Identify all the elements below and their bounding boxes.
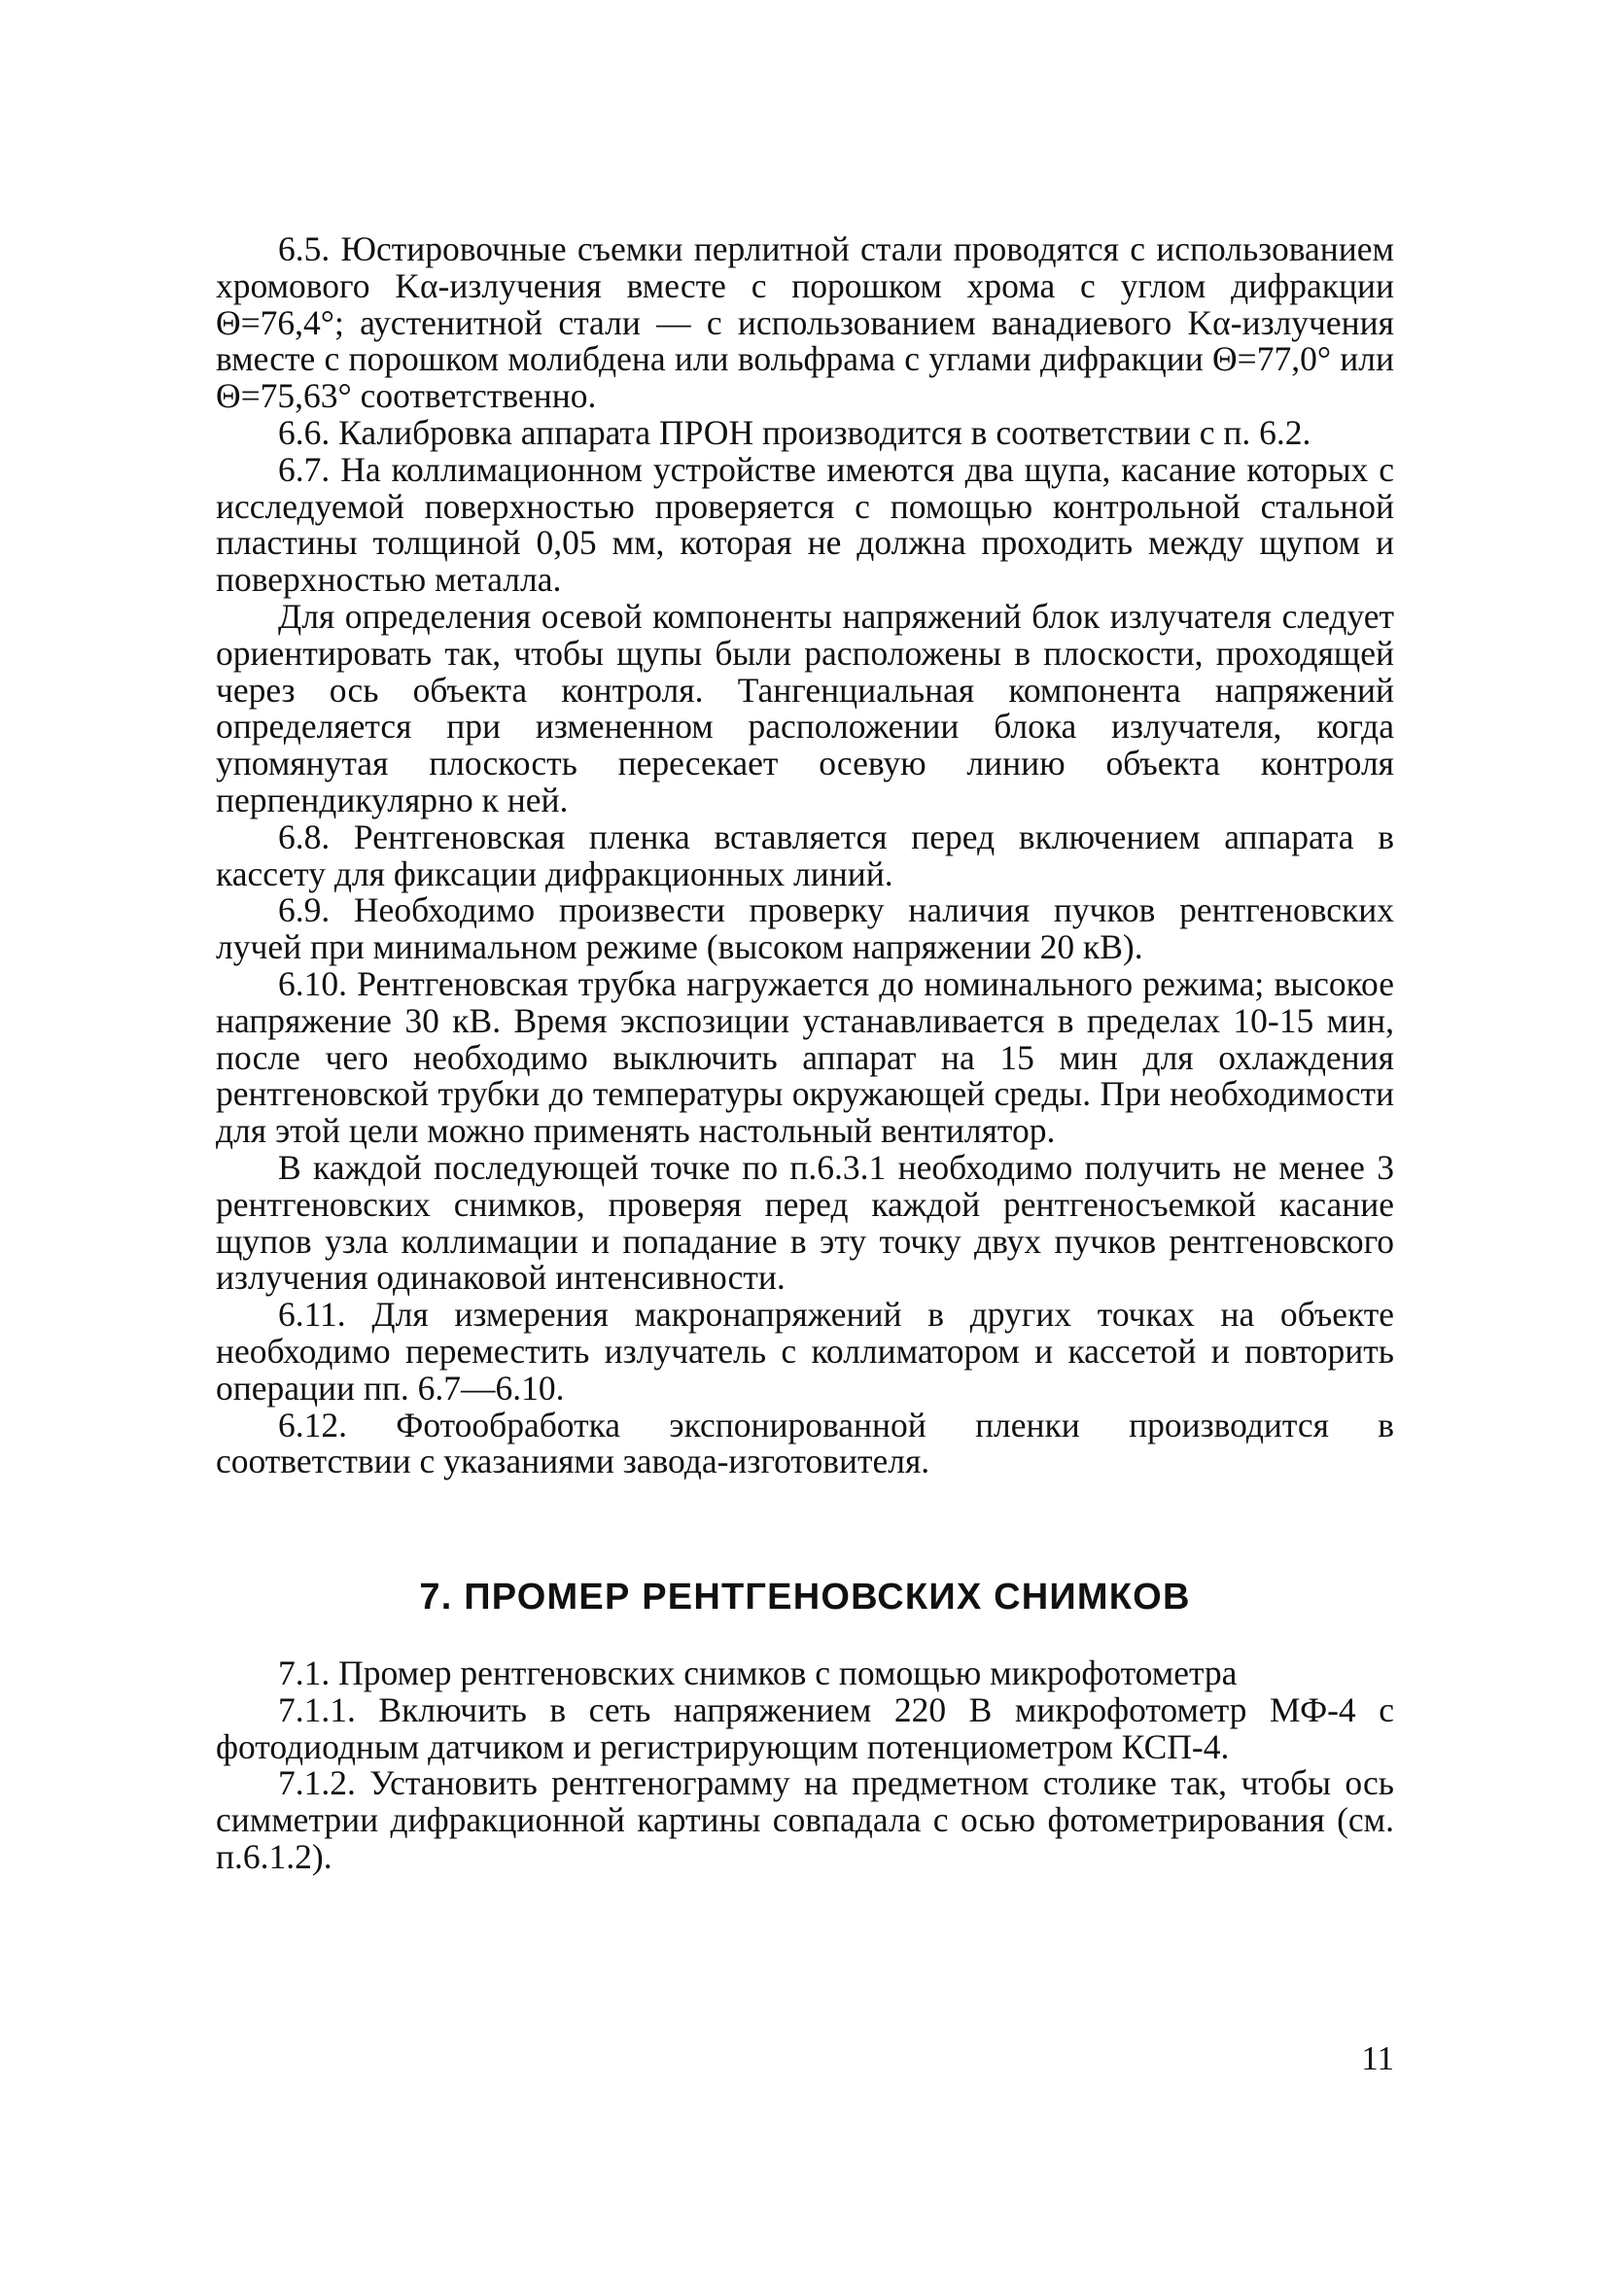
- document-page: [216, 231, 1394, 1876]
- paragraph-6-10: 6.10. Рентгеновская трубка нагружается до номинального режима; высокое напряжение 30 кВ. Время экспозиции устанавливается в пределах 10-15 мин, после чего необходимо выключить аппарат на 15 мин для охлаждения рентгеновской трубки до температуры окружающей среды. При необходимости для этой цели можно применять настольный вентилятор.: [216, 963, 1394, 1151]
- paragraph-6-7: 6.7. На коллимационном устройстве имеются два щупа, касание которых с исследуемой поверхностью проверяется с помощью контрольной стальной пластины толщиной 0,05 мм, которая не должна проходить между щупом и поверхностью металла.: [216, 449, 1394, 600]
- paragraph-6-9: 6.9. Необходимо произвести проверку наличия пучков рентгеновских лучей при минимальном режиме (высоком напряжении 20 кВ).: [216, 890, 1394, 967]
- paragraph-6-7-continued: Для определения осевой компоненты напряжений блок излучателя следует ориентировать так, чтобы щупы были расположены в плоскости, проходящей через ось объекта контроля. Тангенциальная компонента напряжений определяется при измененном расположении блока излучателя, когда упомянутая плоскость пересекает осевую линию объекта контроля перпендикулярно к ней.: [216, 596, 1394, 819]
- paragraph-7-1: 7.1. Промер рентгеновских снимков с помощью микрофотометра: [278, 1653, 1238, 1693]
- paragraph-6-8: 6.8. Рентгеновская пленка вставляется перед включением аппарата в кассету для фиксации дифракционных линий.: [216, 817, 1394, 893]
- paragraph-6-10-continued: В каждой последующей точке по п.6.3.1 необходимо получить не менее 3 рентгеновских снимков, проверяя перед каждой рентгеносъемкой касание щупов узла коллимации и попадание в эту точку двух пучков рентгеновского излучения одинаковой интенсивности.: [216, 1147, 1394, 1298]
- paragraph-6-6: 6.6. Калибровка аппарата ПРОН производится в соответствии с п. 6.2.: [278, 412, 1311, 452]
- paragraph-6-11: 6.11. Для измерения макронапряжений в других точках на объекте необходимо переместить излучатель с коллиматором и кассетой и повторить операции пп. 6.7—6.10.: [216, 1295, 1394, 1408]
- paragraph-7-1-1: 7.1.1. Включить в сеть напряжением 220 В микрофотометр МФ-4 с фотодиодным датчиком и регистрирующим потенциометром КСП-4.: [216, 1689, 1394, 1766]
- paragraph-6-12: 6.12. Фотообработка экспонированной пленки производится в соответствии с указаниями завода-изготовителя.: [216, 1405, 1394, 1481]
- page-number: 11: [1361, 2039, 1394, 2077]
- section-7-heading: 7. ПРОМЕР РЕНТГЕНОВСКИХ СНИМКОВ: [419, 1577, 1191, 1618]
- paragraph-6-5: 6.5. Юстировочные съемки перлитной стали проводятся с использованием хромового Kα-излучения вместе с порошком хрома с углом дифракции Θ=76,4°; аустенитной стали — с использованием ванадиевого Kα-излучения вместе с порошком молибдена или вольфрама с углами дифракции Θ=77,0° или Θ=75,63° соответственно.: [216, 229, 1394, 416]
- paragraph-7-1-2: 7.1.2. Установить рентгенограмму на предметном столике так, чтобы ось симметрии дифракционной картины совпадала с осью фотометрирования (см. п.6.1.2).: [216, 1763, 1394, 1877]
